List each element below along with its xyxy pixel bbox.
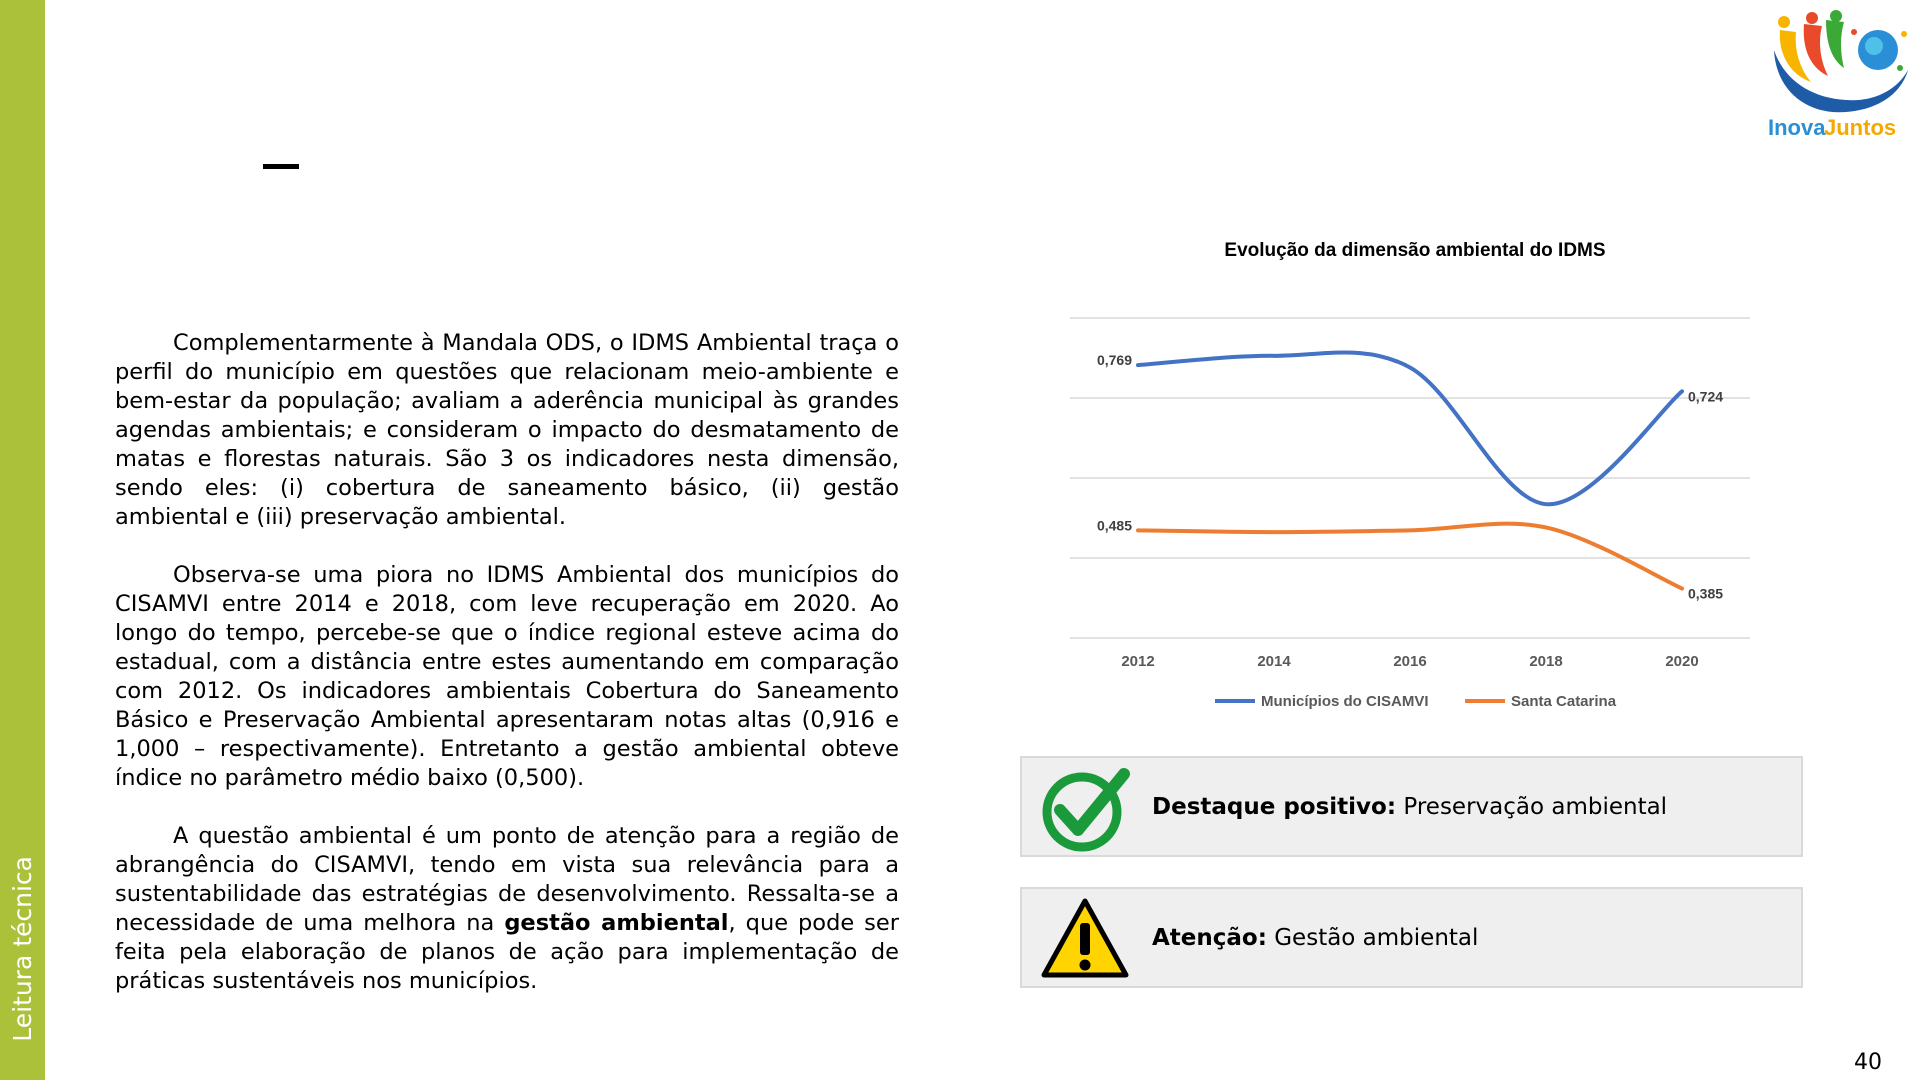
x-tick-label: 2014 xyxy=(1257,653,1291,670)
data-label: 0,385 xyxy=(1688,585,1724,602)
logo-text-juntos: Juntos xyxy=(1824,115,1897,138)
data-point xyxy=(1409,529,1412,532)
x-tick-label: 2020 xyxy=(1665,653,1699,670)
data-label: 0,769 xyxy=(1096,352,1132,369)
data-point xyxy=(1137,364,1140,367)
data-point xyxy=(1681,587,1684,590)
paragraph-2: Observa-se uma piora no IDMS Ambiental dos municípios do CISAMVI entre 2014 e 2018, com leve recuperação em 2020. Ao longo do tempo, percebe-se que o índice regional esteve acima do estadual, com a distância entre estes aumentando em comparação com 2012. Os indicadores ambientais Cobertura do Saneamento Básico e Preservação Ambiental apresentaram notas altas (0,916 e 1,000 – respectivamente). Entretanto a gestão ambiental obteve índice no parâmetro médio baixo (0,500). xyxy=(115,562,899,791)
page-number: 40 xyxy=(1854,1050,1882,1075)
inovajuntos-logo xyxy=(1766,10,1916,138)
series-line-2 xyxy=(1138,524,1682,589)
data-label: 0,724 xyxy=(1688,388,1724,405)
logo-text-inova: Inova xyxy=(1768,115,1826,138)
sidebar-band xyxy=(0,0,45,1080)
x-tick-label: 2012 xyxy=(1121,653,1155,670)
paragraph-3-start: A questão ambiental é um ponto de atenção para a região de abrangência do CISAMVI, tendo em vista sua relevância para a sustentabilidade das estratégias de desenvolvimento. Ressalta-se a necessidade de uma melhora na xyxy=(115,823,899,936)
x-tick-label: 2018 xyxy=(1529,653,1563,670)
callout-attention xyxy=(1020,887,1803,988)
data-label: 0,485 xyxy=(1096,517,1132,534)
section-label: Leitura técnica xyxy=(8,856,37,1042)
data-point xyxy=(1137,529,1140,532)
legend-label: Santa Catarina xyxy=(1511,693,1617,710)
paragraph-3-bold: gestão ambiental xyxy=(504,910,729,936)
data-point xyxy=(1273,531,1276,534)
paragraph-3 xyxy=(115,822,899,996)
check-icon xyxy=(1040,764,1130,852)
line-chart xyxy=(1060,300,1780,720)
body-text xyxy=(115,329,899,996)
series-line-1 xyxy=(1138,352,1682,504)
data-point xyxy=(1681,390,1684,393)
callout-attention-text: Atenção: Gestão ambiental xyxy=(1152,925,1479,951)
data-point xyxy=(1409,366,1412,369)
paragraph-1: Complementarmente à Mandala ODS, o IDMS Ambiental traça o perfil do município em questões que relacionam meio-ambiente e bem-estar da população; avaliam a aderência municipal às grandes agendas ambientais; e consideram o impacto do desmatamento de matas e florestas naturais. São 3 os indicadores nesta dimensão, sendo eles: (i) cobertura de saneamento básico, (ii) gestão ambiental e (iii) preservação ambiental. xyxy=(115,330,899,530)
callout-positive-text: Destaque positivo: Preservação ambiental xyxy=(1152,794,1668,820)
data-point xyxy=(1545,526,1548,529)
paragraph-3-end: , que pode ser feita pela elaboração de planos de ação para implementação de práticas sustentáveis nos municípios. xyxy=(115,910,899,994)
data-point xyxy=(1545,503,1548,506)
chart-title: Evolução da dimensão ambiental do IDMS xyxy=(1224,240,1606,261)
warning-icon xyxy=(1040,895,1130,983)
title-dash xyxy=(263,164,299,169)
data-point xyxy=(1273,354,1276,357)
callout-positive xyxy=(1020,756,1803,857)
legend-label: Municípios do CISAMVI xyxy=(1261,693,1429,710)
x-tick-label: 2016 xyxy=(1393,653,1427,670)
